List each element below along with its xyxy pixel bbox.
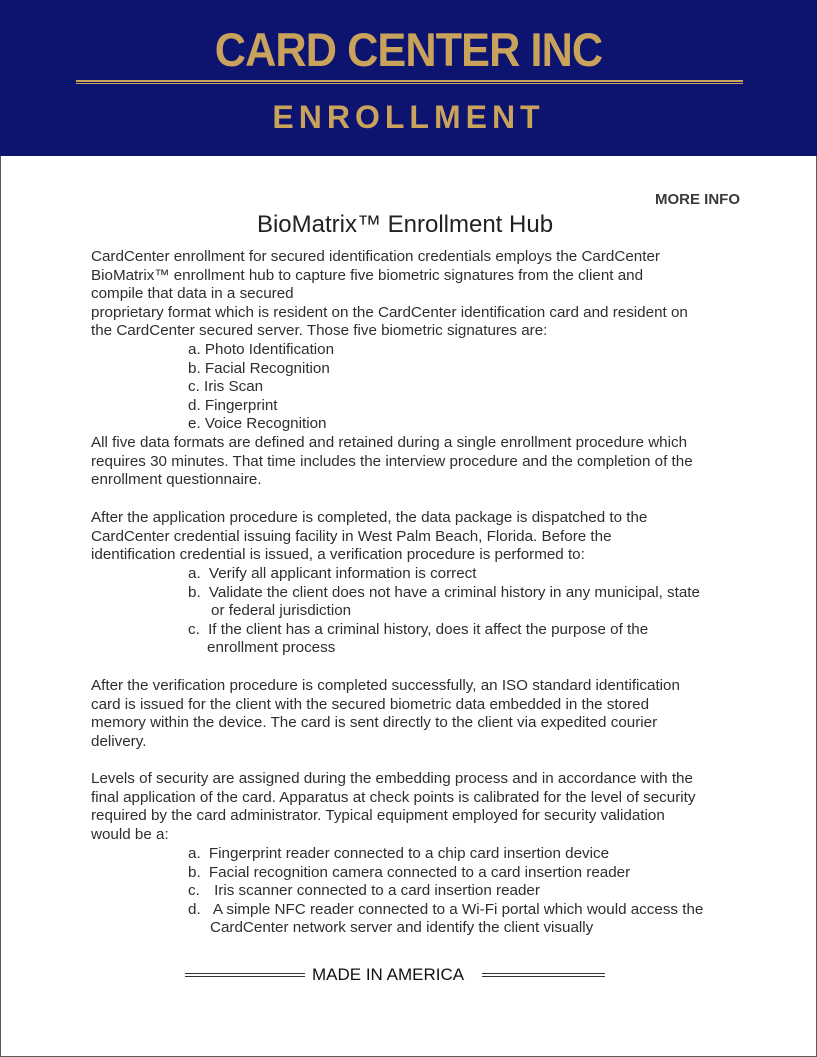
header-banner bbox=[0, 0, 817, 156]
closing-paragraph bbox=[91, 434, 741, 490]
text-line: CardCenter enrollment for secured identification credentials employs the CardCenter bbox=[91, 248, 660, 265]
list-marker: c. bbox=[188, 882, 200, 900]
footer-label: MADE IN AMERICA bbox=[312, 965, 465, 984]
footer-divider-left bbox=[185, 973, 305, 977]
list-item bbox=[188, 584, 748, 621]
list-item-continuation: CardCenter network server and identify the client visually bbox=[210, 919, 594, 937]
list-marker: d. bbox=[188, 900, 201, 918]
text-line: enrollment questionnaire. bbox=[91, 471, 262, 489]
list-item: c. Iris Scan bbox=[188, 378, 264, 396]
equipment-list bbox=[188, 845, 748, 938]
list-item-text: Fingerprint reader connected to a chip card insertion device bbox=[208, 845, 610, 862]
text-line: BioMatrix™ enrollment hub to capture five biometric signatures from the client and bbox=[91, 266, 644, 284]
text-line: After the application procedure is completed, the data package is dispatched to the bbox=[91, 509, 648, 526]
list-item bbox=[188, 864, 748, 883]
list-marker: b. bbox=[188, 863, 201, 881]
intro-paragraph bbox=[91, 248, 741, 341]
text-line: card is issued for the client with the secured biometric data embedded in the stored bbox=[91, 695, 650, 713]
text-line: Levels of security are assigned during the embedding process and in accordance with the bbox=[91, 770, 693, 787]
header-divider bbox=[76, 80, 743, 84]
biometric-list bbox=[188, 341, 334, 434]
text-line: compile that data in a secured bbox=[91, 285, 294, 303]
list-marker: c. bbox=[188, 620, 200, 638]
text-line: identification credential is issued, a verification procedure is performed to: bbox=[91, 546, 585, 564]
list-item bbox=[188, 845, 748, 864]
verification-list bbox=[188, 565, 748, 658]
list-item-text: If the client has a criminal history, does it affect the purpose of the bbox=[208, 620, 649, 638]
list-item bbox=[188, 901, 748, 938]
document-title: BioMatrix™ Enrollment Hub bbox=[256, 211, 554, 238]
list-item: b. Facial Recognition bbox=[188, 359, 330, 377]
list-item: d. Fingerprint bbox=[188, 396, 278, 414]
text-line: delivery. bbox=[91, 732, 147, 750]
text-line: would be a: bbox=[91, 825, 169, 843]
list-marker: b. bbox=[188, 583, 201, 601]
text-line: requires 30 minutes. That time includes the interview procedure and the completion of the bbox=[91, 452, 693, 470]
verification-paragraph bbox=[91, 509, 741, 565]
text-line: final application of the card. Apparatus at check points is calibrated for the level of security bbox=[91, 788, 696, 806]
text-line: All five data formats are defined and retained during a single enrollment procedure which bbox=[91, 434, 688, 451]
list-item bbox=[188, 621, 748, 658]
footer-divider-right bbox=[482, 973, 605, 977]
list-marker: a. bbox=[188, 845, 201, 862]
text-line: CardCenter credential issuing facility in West Palm Beach, Florida. Before the bbox=[91, 527, 612, 545]
list-item: a. Photo Identification bbox=[188, 341, 335, 358]
list-marker: a. bbox=[188, 565, 201, 582]
text-line: memory within the device. The card is sent directly to the client via expedited courier bbox=[91, 714, 658, 732]
text-line: proprietary format which is resident on the CardCenter identification card and resident on bbox=[91, 303, 688, 321]
list-item: e. Voice Recognition bbox=[188, 415, 327, 433]
list-item-continuation: or federal jurisdiction bbox=[211, 602, 352, 620]
text-line: After the verification procedure is completed successfully, an ISO standard identification bbox=[91, 677, 680, 694]
list-item-text: A simple NFC reader connected to a Wi-Fi portal which would access the bbox=[212, 900, 704, 918]
company-name: CARD CENTER INC bbox=[214, 23, 603, 76]
security-paragraph bbox=[91, 770, 741, 844]
list-item-text: Iris scanner connected to a card insertion reader bbox=[214, 882, 540, 900]
text-line: required by the card administrator. Typical equipment employed for security validation bbox=[91, 807, 665, 825]
list-item-continuation: enrollment process bbox=[207, 639, 336, 657]
list-item-text: Verify all applicant information is correct bbox=[208, 565, 477, 582]
issuance-paragraph bbox=[91, 677, 741, 751]
list-item bbox=[188, 565, 748, 584]
header-subtitle: ENROLLMENT bbox=[272, 99, 545, 135]
list-item bbox=[188, 882, 748, 901]
more-info-link[interactable]: MORE INFO bbox=[655, 191, 740, 208]
list-item-text: Facial recognition camera connected to a card insertion reader bbox=[208, 863, 631, 881]
list-item-text: Validate the client does not have a criminal history in any municipal, state bbox=[208, 583, 700, 601]
text-line: the CardCenter secured server. Those five biometric signatures are: bbox=[91, 322, 548, 340]
